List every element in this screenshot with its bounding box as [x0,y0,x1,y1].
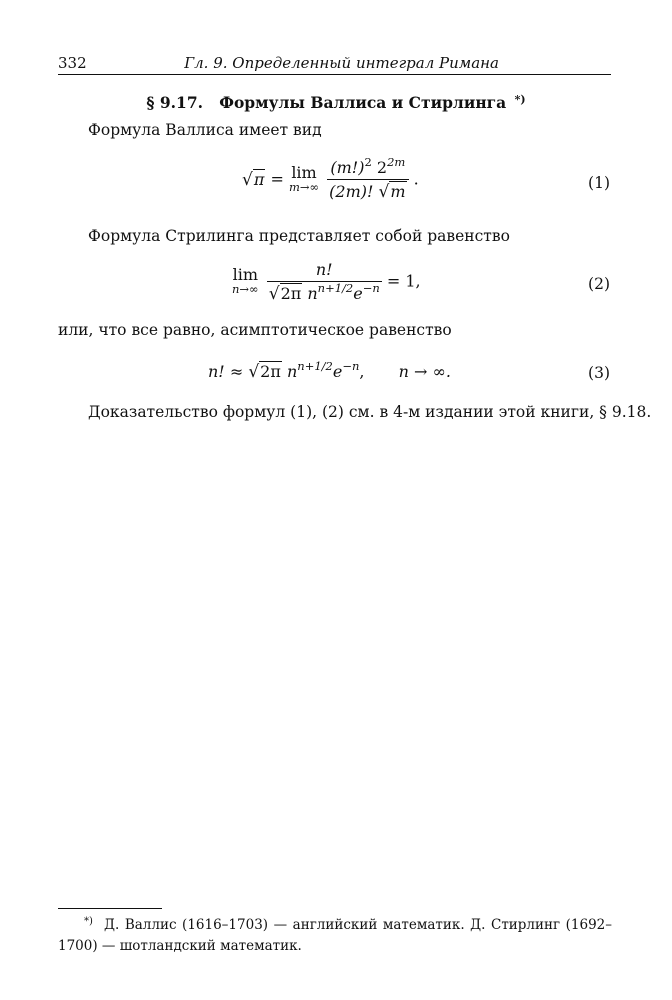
section-title-text: Формулы Валлиса и Стирлинга [219,93,507,112]
fraction: $\frac{(m!)^2 2^{2m}}{(2m)! √m}$ [327,158,408,202]
running-head: Гл. 9. Определенный интеграл Римана [184,54,499,72]
proof-reference-paragraph: Доказательство формул (1), (2) см. в 4-м издании этой книги, § 9.18. [88,403,652,421]
equation-1-number: (1) [588,174,610,192]
limit-operator: lim m→∞ [288,163,320,194]
equation-3: n! ≈ √2π $n^{n+1/2}e^{-n}$, n → ∞. [208,359,451,382]
footnote-text: Д. Валлис (1616–1703) — английский математик. Д. Стирлинг (1692–1700) — шотландский математик. [58,917,612,954]
sqrt-symbol: √2π [248,362,281,382]
page-header [58,54,611,75]
stirling-intro-paragraph: Формула Стрилинга представляет собой равенство [88,227,510,245]
equation-3-number: (3) [588,364,610,382]
wallis-intro-paragraph: Формула Валлиса имеет вид [88,121,322,139]
equation-2-number: (2) [588,275,610,293]
equation-1: √π = lim m→∞ $\frac{(m!)^2 2^{2m}}{(2m)! √m}$ . [242,155,419,202]
section-title [0,93,672,112]
asymptotic-intro-paragraph: или, что все равно, асимптотическое равенство [58,321,452,339]
limit-operator: lim n→∞ [232,265,259,296]
footnote [58,911,612,957]
section-footnote-ref: *) [514,93,526,106]
sqrt-symbol: √π [242,169,265,190]
fraction: $\frac{n!}{√2\pi n^{n+1/2}e^{-n}}$ [268,260,380,304]
page-number: 332 [58,54,87,72]
footnote-mark: *) [84,916,93,927]
section-number: § 9.17. [146,93,204,112]
footnote-rule [58,908,162,909]
equation-2: lim n→∞ $\frac{n!}{√2\pi n^{n+1/2}e^{-n}}$ = 1, [232,260,421,304]
